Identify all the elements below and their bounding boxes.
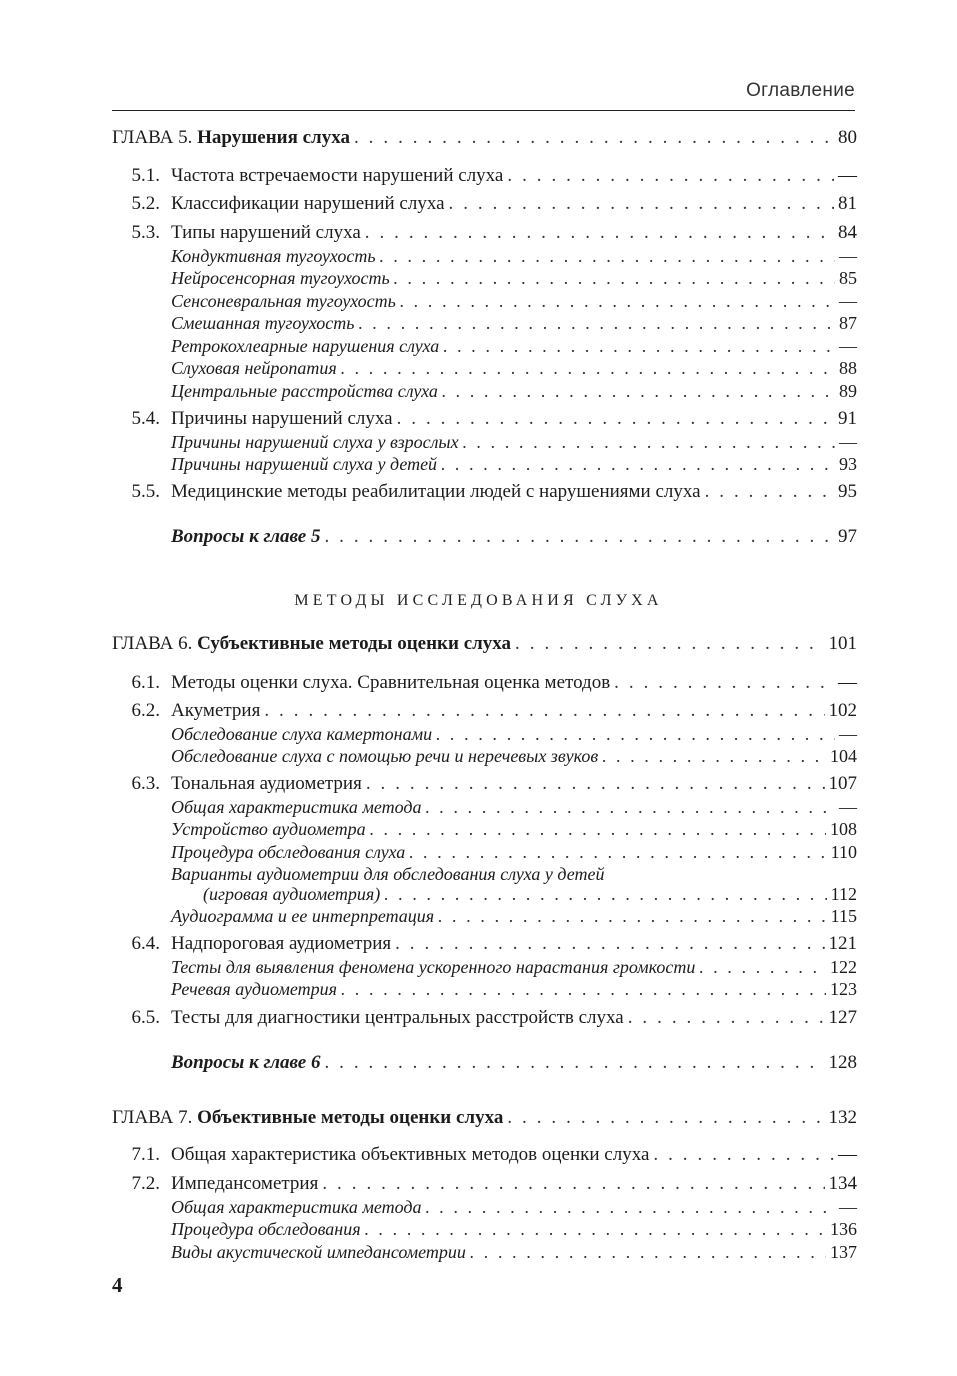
page-number: —	[839, 336, 857, 356]
page-number: —	[839, 724, 857, 744]
subentry-title: Слуховая нейропатия	[171, 358, 337, 378]
page-number: 107	[828, 773, 857, 794]
chapter-label: ГЛАВА 7.	[112, 1107, 193, 1128]
leader-dots	[264, 700, 824, 722]
page-number: 112	[830, 884, 857, 904]
page-number: 102	[828, 700, 857, 721]
entry-number: 5.2.	[131, 193, 160, 214]
chapter-5-heading[interactable]	[112, 125, 857, 149]
entry-title: Причины нарушений слуха	[171, 408, 393, 429]
page-number: 115	[830, 906, 857, 926]
leader-dots	[443, 335, 835, 357]
toc-entry-5-1[interactable]	[112, 163, 857, 187]
page-number: 88	[839, 358, 857, 378]
page-number: —	[839, 797, 857, 817]
toc-subentry[interactable]	[112, 429, 857, 453]
toc-subentry[interactable]	[112, 1216, 857, 1240]
leader-dots	[341, 357, 835, 379]
subentry-title: Общая характеристика метода	[171, 1197, 422, 1217]
leader-dots	[365, 222, 834, 244]
page-number: 121	[828, 933, 857, 954]
toc-subentry[interactable]	[112, 1239, 857, 1263]
section-heading: МЕТОДЫ ИССЛЕДОВАНИЯ СЛУХА	[294, 592, 663, 609]
leader-dots	[628, 1007, 825, 1029]
page-number: 93	[839, 454, 857, 474]
subentry-title: Сенсоневральная тугоухость	[171, 291, 396, 311]
leader-dots	[705, 481, 834, 503]
leader-dots	[358, 312, 835, 334]
entry-title: Частота встречаемости нарушений слуха	[171, 165, 504, 186]
toc-subentry[interactable]	[112, 243, 857, 267]
toc-entry-6-2[interactable]	[112, 698, 857, 722]
page-number: —	[839, 432, 857, 452]
running-header	[112, 78, 855, 111]
entry-number: 7.2.	[131, 1173, 160, 1194]
toc-subentry[interactable]	[112, 451, 857, 475]
toc-entry-5-4[interactable]	[112, 406, 857, 430]
entry-title: Акуметрия	[171, 700, 261, 721]
toc-subentry-line2[interactable]	[112, 881, 857, 905]
leader-dots	[397, 408, 834, 430]
chapter-7-heading[interactable]	[112, 1105, 857, 1129]
leader-dots	[425, 1196, 835, 1218]
chapter-label: ГЛАВА 5.	[112, 127, 193, 148]
entry-title: Надпороговая аудиометрия	[171, 933, 392, 954]
leader-dots	[366, 773, 825, 795]
entry-title: Общая характеристика объективных методов оценки слуха	[171, 1144, 650, 1165]
toc-subentry[interactable]	[112, 378, 857, 402]
subentry-title: Нейросенсорная тугоухость	[171, 268, 390, 288]
toc-entry-7-1[interactable]	[112, 1142, 857, 1166]
leader-dots	[515, 633, 824, 655]
running-title: Оглавление	[746, 80, 855, 101]
toc-entry-5-3[interactable]	[112, 220, 857, 244]
toc-subentry[interactable]	[112, 265, 857, 289]
toc-subentry[interactable]	[112, 355, 857, 379]
page-folio: 4	[112, 1273, 123, 1297]
entry-title: Классификации нарушений слуха	[171, 193, 445, 214]
entry-number: 7.1.	[131, 1144, 160, 1165]
page-number: 104	[830, 746, 857, 766]
chapter-5-questions[interactable]	[112, 524, 857, 548]
subentry-title: Речевая аудиометрия	[171, 979, 337, 999]
leader-dots	[436, 723, 835, 745]
page-number: 137	[830, 1242, 857, 1262]
toc-subentry[interactable]	[112, 794, 857, 818]
entry-number: 6.1.	[131, 672, 160, 693]
toc-subentry[interactable]	[112, 954, 857, 978]
chapter-title: Нарушения слуха	[197, 127, 350, 148]
leader-dots	[442, 380, 835, 402]
toc-entry-6-3[interactable]	[112, 771, 857, 795]
page-number: 85	[839, 268, 857, 288]
page-number: —	[839, 1197, 857, 1217]
leader-dots	[324, 526, 834, 548]
toc-subentry[interactable]	[112, 976, 857, 1000]
subentry-title: Смешанная тугоухость	[171, 313, 355, 333]
page-number: —	[838, 1144, 857, 1165]
leader-dots	[395, 933, 824, 955]
leader-dots	[463, 431, 835, 453]
subentry-title: Виды акустической импедансометрии	[171, 1242, 466, 1262]
toc-subentry[interactable]	[112, 1194, 857, 1218]
page-number: 108	[830, 819, 857, 839]
entry-number: 5.4.	[131, 408, 160, 429]
subentry-title: Устройство аудиометра	[171, 819, 366, 839]
toc-subentry[interactable]	[112, 333, 857, 357]
entry-number: 6.2.	[131, 700, 160, 721]
questions-title: Вопросы к главе 6	[171, 1052, 321, 1073]
page-number: —	[839, 291, 857, 311]
page-number: 110	[830, 842, 857, 862]
subentry-title: Причины нарушений слуха у взрослых	[171, 432, 459, 452]
subentry-title: Кондуктивная тугоухость	[171, 246, 376, 266]
subentry-title: Ретрокохлеарные нарушения слуха	[171, 336, 440, 356]
leader-dots	[394, 267, 835, 289]
chapter-title: Субъективные методы оценки слуха	[197, 633, 512, 654]
toc-subentry[interactable]	[112, 903, 857, 927]
leader-dots	[365, 1218, 826, 1240]
toc-subentry[interactable]	[112, 288, 857, 312]
subentry-title: Аудиограмма и ее интерпретация	[171, 906, 435, 926]
page-number: 89	[839, 381, 857, 401]
subentry-title: Центральные расстройства слуха	[171, 381, 438, 401]
entry-number: 6.5.	[131, 1007, 160, 1028]
page-number: 127	[828, 1007, 857, 1028]
page-number: 95	[838, 481, 857, 502]
leader-dots	[449, 193, 835, 215]
leader-dots	[409, 841, 826, 863]
entry-title: Медицинские методы реабилитации людей с нарушениями слуха	[171, 481, 701, 502]
subentry-title: Процедура обследования слуха	[171, 842, 406, 862]
page-number: —	[838, 672, 857, 693]
leader-dots	[699, 956, 826, 978]
leader-dots	[400, 290, 835, 312]
entry-number: 5.5.	[131, 481, 160, 502]
toc-entry-6-4[interactable]	[112, 931, 857, 955]
toc-subentry[interactable]	[112, 816, 857, 840]
leader-dots	[425, 796, 835, 818]
toc-entry-6-1[interactable]	[112, 670, 857, 694]
entry-number: 6.3.	[131, 773, 160, 794]
entry-title: Методы оценки слуха. Сравнительная оценка методов	[171, 672, 611, 693]
leader-dots	[507, 1107, 824, 1129]
leader-dots	[441, 453, 835, 475]
page-number: 81	[838, 193, 857, 214]
toc-entry-6-5[interactable]	[112, 1005, 857, 1029]
chapter-6-heading[interactable]	[112, 631, 857, 655]
subentry-title: Варианты аудиометрии для обследования слуха у детей	[171, 864, 605, 884]
subentry-title: Процедура обследования	[171, 1219, 361, 1239]
toc-subentry[interactable]	[112, 743, 857, 767]
page-number: 97	[838, 526, 857, 547]
entry-title: Импедансометрия	[171, 1173, 319, 1194]
subentry-title-continued: (игровая аудиометрия)	[203, 884, 381, 904]
leader-dots	[384, 883, 826, 905]
page-number: —	[838, 165, 857, 186]
entry-title: Тональная аудиометрия	[171, 773, 362, 794]
entry-title: Типы нарушений слуха	[171, 222, 361, 243]
page-number: 84	[838, 222, 857, 243]
page-number: 123	[830, 979, 857, 999]
leader-dots	[653, 1144, 834, 1166]
page-number: 91	[838, 408, 857, 429]
leader-dots	[341, 978, 826, 1000]
questions-title: Вопросы к главе 5	[171, 526, 321, 547]
subentry-title: Обследование слуха камертонами	[171, 724, 433, 744]
page-number: 87	[839, 313, 857, 333]
subentry-title: Обследование слуха с помощью речи и неречевых звуков	[171, 746, 599, 766]
subentry-title: Причины нарушений слуха у детей	[171, 454, 438, 474]
toc-subentry[interactable]	[112, 839, 857, 863]
page-number: 134	[828, 1173, 857, 1194]
page-number: 128	[828, 1052, 857, 1073]
leader-dots	[438, 905, 826, 927]
toc-entry-5-5[interactable]	[112, 479, 857, 503]
leader-dots	[324, 1052, 824, 1074]
entry-number: 5.3.	[131, 222, 160, 243]
toc-entry-7-2[interactable]	[112, 1171, 857, 1195]
entry-number: 6.4.	[131, 933, 160, 954]
chapter-label: ГЛАВА 6.	[112, 633, 193, 654]
leader-dots	[470, 1241, 826, 1263]
page-number: 101	[828, 633, 857, 654]
subentry-title: Тесты для выявления феномена ускоренного нарастания громкости	[171, 957, 696, 977]
entry-title: Тесты для диагностики центральных расстройств слуха	[171, 1007, 624, 1028]
leader-dots	[354, 127, 834, 149]
chapter-6-questions[interactable]	[112, 1050, 857, 1074]
toc-subentry[interactable]	[112, 721, 857, 745]
page-number: —	[839, 246, 857, 266]
chapter-title: Объективные методы оценки слуха	[197, 1107, 504, 1128]
page-number: 122	[830, 957, 857, 977]
leader-dots	[322, 1173, 824, 1195]
leader-dots	[380, 245, 835, 267]
entry-number: 5.1.	[131, 165, 160, 186]
toc-entry-5-2[interactable]	[112, 191, 857, 215]
leader-dots	[602, 745, 826, 767]
leader-dots	[507, 165, 834, 187]
page-number: 132	[828, 1107, 857, 1128]
page-number: 136	[830, 1219, 857, 1239]
page-number: 80	[838, 127, 857, 148]
leader-dots	[370, 818, 826, 840]
subentry-title: Общая характеристика метода	[171, 797, 422, 817]
leader-dots	[614, 672, 834, 694]
toc-subentry[interactable]	[112, 310, 857, 334]
